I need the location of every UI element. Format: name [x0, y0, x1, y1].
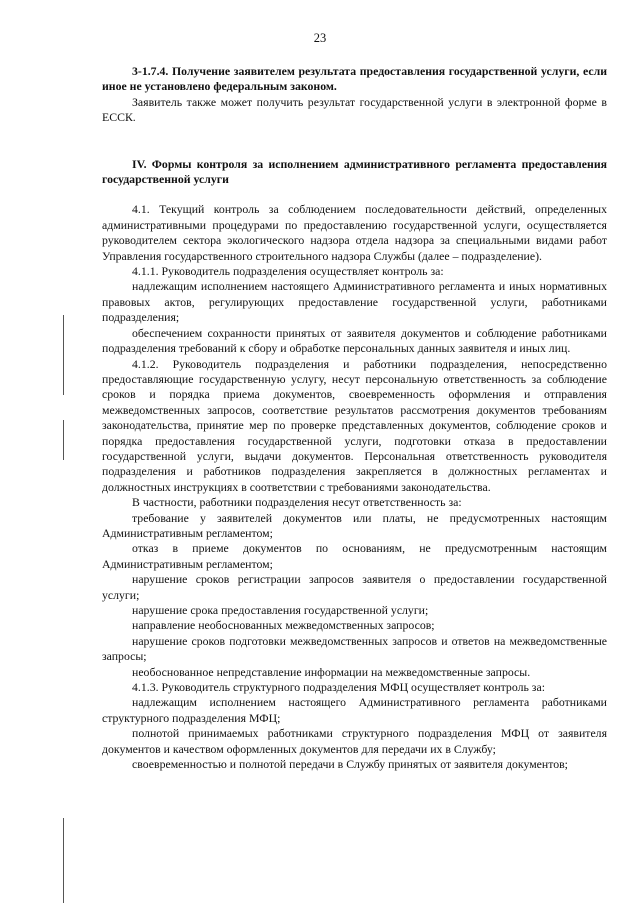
paragraph-4-1-3: 4.1.3. Руководитель структурного подразделения МФЦ осуществляет контроль за:	[132, 680, 545, 695]
margin-line-lower	[63, 818, 64, 903]
margin-line-upper	[63, 315, 64, 395]
paragraph-4-1: 4.1. Текущий контроль за соблюдением последовательности действий, определенных административными процедурами по предоставлению государственной услуги, осуществляется руководителем сектора экологического надзора отдела надзора за специальными видами работ Управления государственного строительного надзора Службы (далее – подразделение).	[102, 202, 607, 263]
document-body	[102, 64, 607, 772]
paragraph-4-1-3-c: своевременностью и полнотой передачи в Службу принятых от заявителя документов;	[132, 757, 568, 772]
list-item-req-docs: требование у заявителей документов или платы, не предусмотренных настоящим Административным регламентом;	[102, 510, 607, 540]
paragraph-4-1-1: 4.1.1. Руководитель подразделения осуществляет контроль за:	[132, 264, 444, 279]
list-item-service-term: нарушение срока предоставления государственной услуги;	[132, 603, 429, 617]
list-item-prep-terms: нарушение сроков подготовки межведомственных запросов и ответов на межведомственные запросы;	[102, 633, 607, 664]
list-item-reg-terms: нарушение сроков регистрации запросов заявителя о предоставлении государственной услуги;	[102, 572, 607, 602]
paragraph-4-1-3-a: надлежащим исполнением настоящего Административного регламента работниками структурного подразделения МФЦ;	[102, 695, 607, 725]
margin-line-middle	[63, 420, 64, 460]
list-item-unfounded: направление необоснованных межведомственных запросов;	[132, 618, 435, 633]
paragraph-4-1-2: 4.1.2. Руководитель подразделения и работники подразделения, непосредственно предоставляющие государственную услугу, несут персональную ответственность за соблюдение сроков и порядка приема документов, своевременность оформления и отправления межведомственных запросов, соответствие результатов рассмотрения документов требованиям законодательства, принятие мер по проверке представленных документов, соблюдение сроков и порядка предоставления государственной услуги, подготовки отказа в предоставлении государственной услуги, выдачи документов. Персональная ответственность руководителя подразделения и работников подразделения закрепляется в должностных регламентах и должностных инструкциях в соответствии с требованиями законодательства.	[102, 356, 607, 494]
result-text: Заявитель также может получить результат государственной услуги в электронной форме в ЕССК.	[102, 94, 607, 125]
paragraph-4-1-3-b: полнотой принимаемых работниками структурного подразделения МФЦ от заявителя документов и качеством оформленных документов для передачи их в Службу;	[102, 726, 607, 756]
paragraph-particular: В частности, работники подразделения несут ответственность за:	[132, 495, 462, 510]
result-heading: 3-1.7.4. Получение заявителем результата предоставления государственной услуги, если иное не установлено федеральным законом.	[102, 64, 607, 94]
paragraph-4-1-1-b: обеспечением сохранности принятых от заявителя документов и соблюдение работниками подразделения требований к сбору и обработке персональных данных заявителя и иных лиц.	[102, 325, 607, 356]
page-number: 23	[313, 31, 327, 45]
section-iv-heading: IV. Формы контроля за исполнением административного регламента предоставления государственной услуги	[102, 156, 607, 187]
paragraph-4-1-1-a: надлежащим исполнением настоящего Административного регламента и иных нормативных правовых актов, регулирующих предоставление государственной услуги, работниками подразделения;	[102, 279, 607, 325]
list-item-nonprovision: необоснованное непредставление информации на межведомственные запросы.	[132, 664, 531, 679]
list-item-refusal: отказ в приеме документов по основаниям, не предусмотренным настоящим Административным регламентом;	[102, 541, 607, 571]
